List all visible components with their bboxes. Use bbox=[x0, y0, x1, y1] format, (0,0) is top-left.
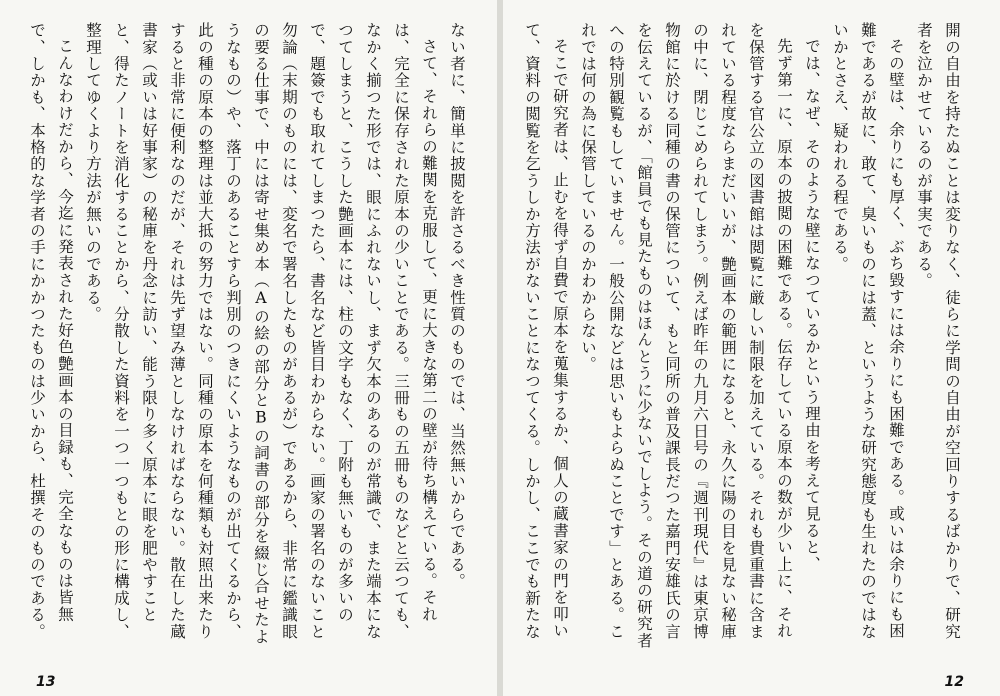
left-paragraph-2: さて、それらの難関を克服して、更に大きな第二の壁が待ち構えている。それは、完全に保存された原本の少いことである。三冊もの五冊ものなどと云つても、なかく揃つた形では、眼にふれないし、まず欠本のあるのが常識で、また端本になつてしまうと、こうした艶画本には、柱の文字もなく、丁附も無いものが多いので、題簽でも取れてしまつたら、書名など皆目わからない。画家の署名のないこと勿論（末期のものには、変名で署名したものがあるが）であるから、非常に鑑識眼の要る仕事で、中には寄せ集め本（Aの絵の部分とBの詞書の部分を綴じ合せたようなもの）や、落丁のあることすら判別のつきにくいようなものが出てくるから、此の種の原本の整理は並大抵の努力ではない。同種の原本を何種類も対照出来たりすると非常に便利なのだが、それは先ず望み薄としなければならない。散在した蔵書家（或いは好事家）の秘庫を丹念に訪い、能う限り多く原本に眼を肥やすことと、得たノートを消化することから、分散した資料を一つ一つもとの形に構成し、整理してゆくより方法が無いのである。 bbox=[84, 22, 438, 645]
left-paragraph-1: ない者に、簡単に披閲を許さるべき性質のものでは、当然無いからである。 bbox=[448, 22, 466, 590]
right-paragraph-4: 先ず第一に、原本の披閲の困難である。伝存している原本の数が少い上に、それを保管する官公立の図書館は閲覧に厳しい制限を加えている。それも貴重書に含まれている程度ならまだいいが、艶画本の範囲になると、永久に陽の目を見ない秘庫の中に、閉じこめられてしまう。例えば昨年の九月六日号の『週刊現代』は東京博物館に於ける同種の書の保管について、もと同所の普及課長だつた嘉門安雄氏の言を伝えているが、「館員でも見たものはほんとうに少ないでしよう。その道の研究者への特別観覧もしていません。一般公開などは思いもよらぬことです」とある。これでは何の為に保管しているのかわからない。 bbox=[579, 22, 793, 649]
right-page bbox=[503, 0, 1000, 696]
right-paragraph-2: その壁は、余りにも厚く、ぶち毀すには余りにも困難である。或いは余りにも困難であるが故に、敢て、臭いものには蓋、というような研究態度も生れたのではないかとさえ、疑われる程である。 bbox=[831, 22, 905, 640]
right-paragraph-5: そこで研究者は、止むを得ず自費で原本を蒐集するか、個人の蔵書家の門を叩いて、資料の閲覧を乞うしか方法がないことになつてくる。しかし、ここでも新たな bbox=[523, 22, 569, 640]
right-page-body bbox=[514, 22, 966, 650]
left-paragraph-3: こんなわけだから、今迄に発表された好色艶画本の目録も、完全なものは皆無で、しかも、本格的な学者の手にかかつたものは少いから、杜撰そのものである。 bbox=[28, 22, 74, 640]
left-page-body bbox=[19, 22, 471, 650]
right-paragraph-1: 開の自由を持たぬことは変りなく、徒らに学問の自由が空回りするばかりで、研究者を泣かせているのが事実である。 bbox=[915, 22, 961, 640]
right-paragraph-3: では、なぜ、そのような壁になつているかという理由を考えて見ると、 bbox=[803, 37, 821, 572]
left-page-number: 13 bbox=[36, 674, 56, 690]
left-page bbox=[0, 0, 497, 696]
book-gutter bbox=[497, 0, 503, 696]
right-page-number: 12 bbox=[944, 674, 964, 690]
